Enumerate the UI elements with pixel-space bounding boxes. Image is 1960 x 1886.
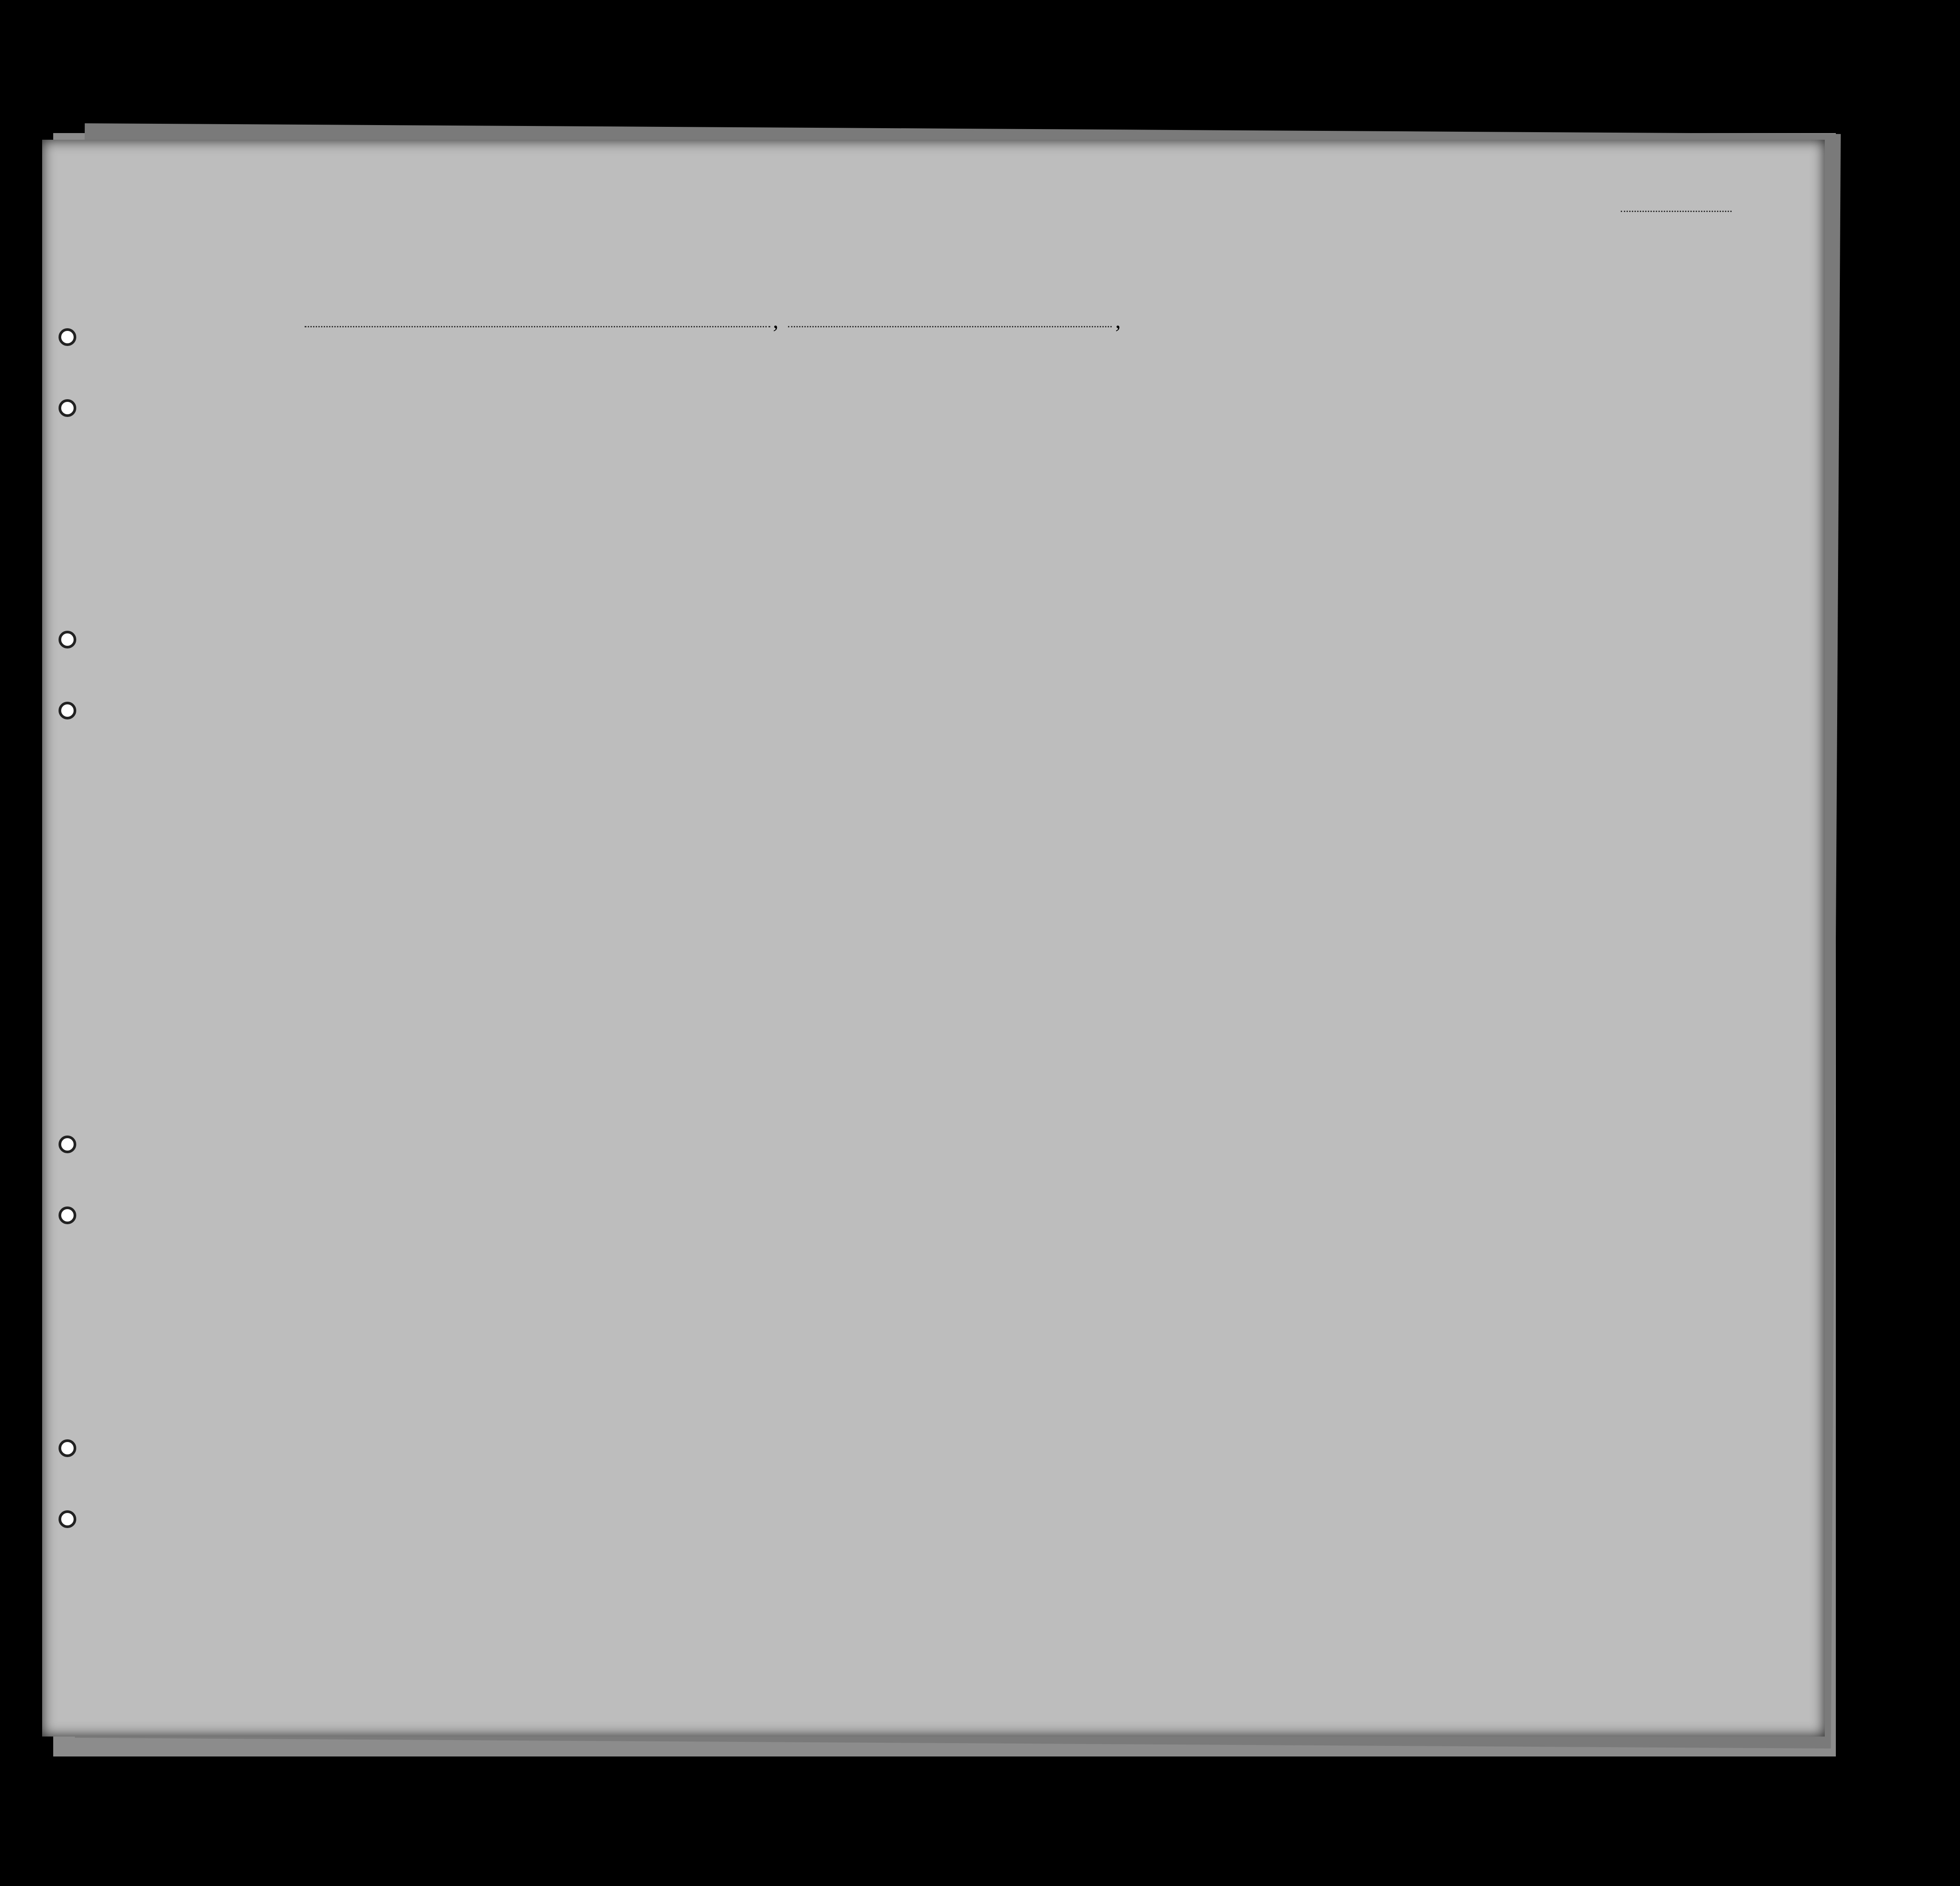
binder-hole [59,328,76,346]
header-q28 [1239,388,1279,506]
binder-hole [59,1206,76,1224]
table-grid [42,140,1825,1737]
comma-separator-2: , [1115,308,1121,333]
header-q31 [1349,388,1367,506]
header-money [652,388,674,508]
header-feet [1489,464,1502,503]
header-inches [1508,459,1521,503]
header-anarchist [1219,388,1237,506]
binder-hole [59,631,76,648]
header-prison [1168,388,1191,506]
comma-separator: , [773,308,779,333]
binder-hole [59,1510,76,1528]
binder-hole [59,1439,76,1457]
header-length-stay [1098,410,1120,506]
binder-hole [59,1136,76,1153]
binder-hole [59,399,76,417]
header-return-intent [1066,410,1091,506]
header-q30 [1328,388,1346,506]
manifest-sheet [42,140,1825,1737]
header-q29 [1290,388,1321,506]
header-citizen-intent [1131,410,1153,506]
header-ticket [521,388,539,508]
header-polygamist [1197,388,1215,506]
binder-hole [59,702,76,719]
